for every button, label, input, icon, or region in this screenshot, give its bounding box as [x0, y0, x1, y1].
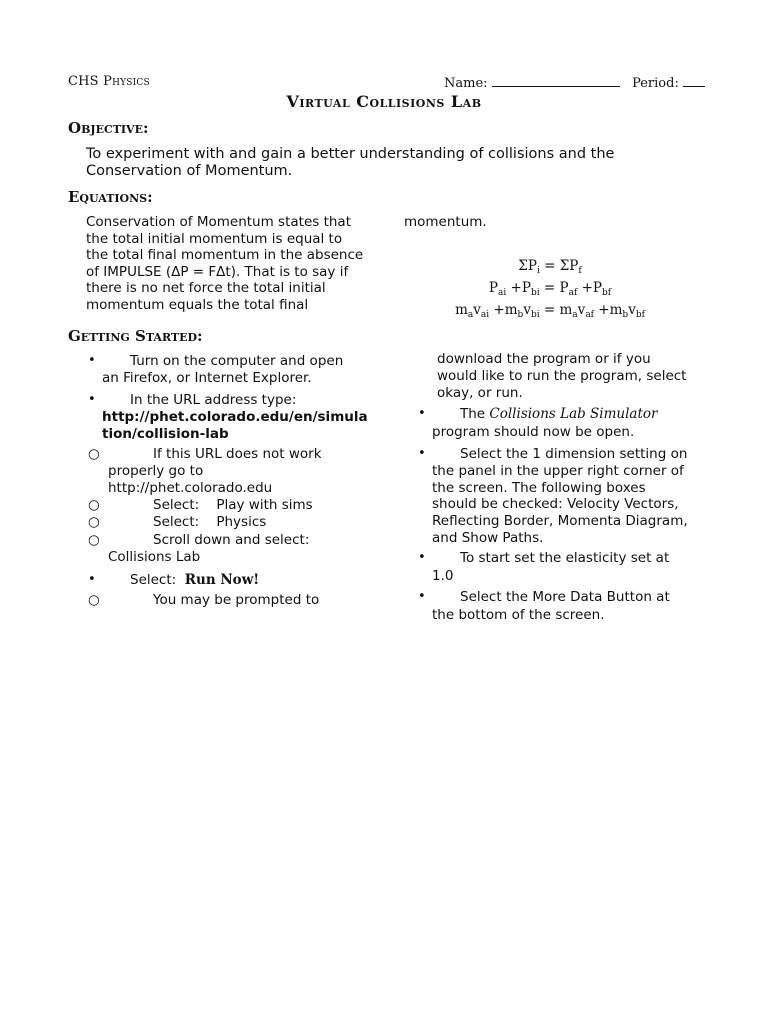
- bullet: •: [418, 446, 426, 461]
- equations-heading: Equations:: [68, 188, 153, 206]
- name-period-fields: [444, 74, 705, 91]
- formula-momenta: $P_{ai} +P_{bi} = P_{af} +P_{bf}$: [488, 280, 612, 298]
- equations-line: momentum equals the total final: [86, 296, 309, 313]
- list-item: an Firefox, or Internet Explorer.: [102, 370, 312, 386]
- list-item: 1.0: [432, 568, 454, 584]
- objective-text: To experiment with and gain a better understanding of collisions and the Conservation of Momentum.: [86, 146, 615, 179]
- list-item: Select the 1 dimension setting on: [460, 446, 688, 462]
- bullet: •: [88, 572, 96, 587]
- getting-started-heading: Getting Started:: [68, 327, 203, 345]
- bullet: •: [418, 550, 426, 565]
- list-item: would like to run the program, select: [437, 368, 687, 384]
- equations-line: the total initial momentum is equal to: [86, 230, 343, 247]
- list-item: To start set the elasticity set at: [460, 550, 670, 566]
- list-item: and Show Paths.: [432, 530, 544, 546]
- run-now-text: Run Now!: [184, 572, 260, 588]
- sub-bullet: ○: [88, 592, 100, 608]
- period-blank: [683, 74, 705, 87]
- url-text: http://phet.colorado.edu/en/simula: [102, 409, 368, 425]
- bullet: •: [88, 353, 96, 368]
- list-item: [460, 406, 657, 423]
- list-item: Select: Physics: [153, 514, 267, 530]
- bullet: •: [418, 589, 426, 604]
- list-item: http://phet.colorado.edu: [108, 480, 273, 496]
- equations-paragraph: [86, 214, 386, 314]
- sub-bullet: ○: [88, 497, 100, 513]
- equations-line: Conservation of Momentum states that: [86, 214, 351, 230]
- objective-heading: Objective:: [68, 119, 149, 137]
- list-item: If this URL does not work: [153, 446, 322, 462]
- list-item: Select: Play with sims: [153, 497, 313, 513]
- list-item: okay, or run.: [437, 385, 523, 401]
- list-item: Reflecting Border, Momenta Diagram,: [432, 513, 688, 529]
- sub-bullet: ○: [88, 532, 100, 548]
- sub-bullet: ○: [88, 514, 100, 530]
- list-item: download the program or if you: [437, 351, 651, 367]
- list-item: properly go to: [108, 463, 204, 479]
- page-title: Virtual Collisions Lab: [286, 92, 482, 111]
- list-item: Collisions Lab: [108, 549, 201, 565]
- list-item: In the URL address type:: [130, 392, 297, 408]
- list-item: Turn on the computer and open: [130, 353, 344, 369]
- list-item: program should now be open.: [432, 424, 635, 440]
- select-label: Select:: [130, 572, 177, 588]
- equations-line: there is no net force the total initial: [86, 280, 326, 297]
- list-item: Select the More Data Button at: [460, 589, 670, 605]
- formula-mass-velocity: $m_av_{ai} +m_bv_{bi} = m_av_{af} +m_bv_{bf}$: [455, 302, 645, 320]
- name-blank: [492, 74, 620, 87]
- list-item-text: The: [460, 406, 486, 422]
- equations-line: of IMPULSE (ΔP = FΔt). That is to say if: [86, 263, 349, 280]
- url-text: tion/collision-lab: [102, 426, 229, 442]
- list-item: You may be prompted to: [153, 592, 320, 608]
- list-item: [130, 572, 259, 589]
- course-label: CHS Physics: [68, 74, 150, 89]
- list-item: the screen. The following boxes: [432, 480, 646, 496]
- list-item: the bottom of the screen.: [432, 607, 605, 623]
- period-label: Period:: [632, 76, 679, 91]
- equations-line: the total final momentum in the absence: [86, 247, 364, 264]
- list-item: the panel in the upper right corner of: [432, 463, 684, 479]
- bullet: •: [418, 406, 426, 421]
- sub-bullet: ○: [88, 446, 100, 462]
- simulator-name: Collisions Lab Simulator: [489, 406, 658, 422]
- list-item: should be checked: Velocity Vectors,: [432, 496, 679, 512]
- formula-sum: $\Sigma P_i = \Sigma P_f$: [518, 258, 582, 276]
- name-label: Name:: [444, 76, 488, 91]
- equations-continuation: momentum.: [404, 214, 487, 230]
- bullet: •: [88, 392, 96, 407]
- list-item: Scroll down and select:: [153, 532, 310, 548]
